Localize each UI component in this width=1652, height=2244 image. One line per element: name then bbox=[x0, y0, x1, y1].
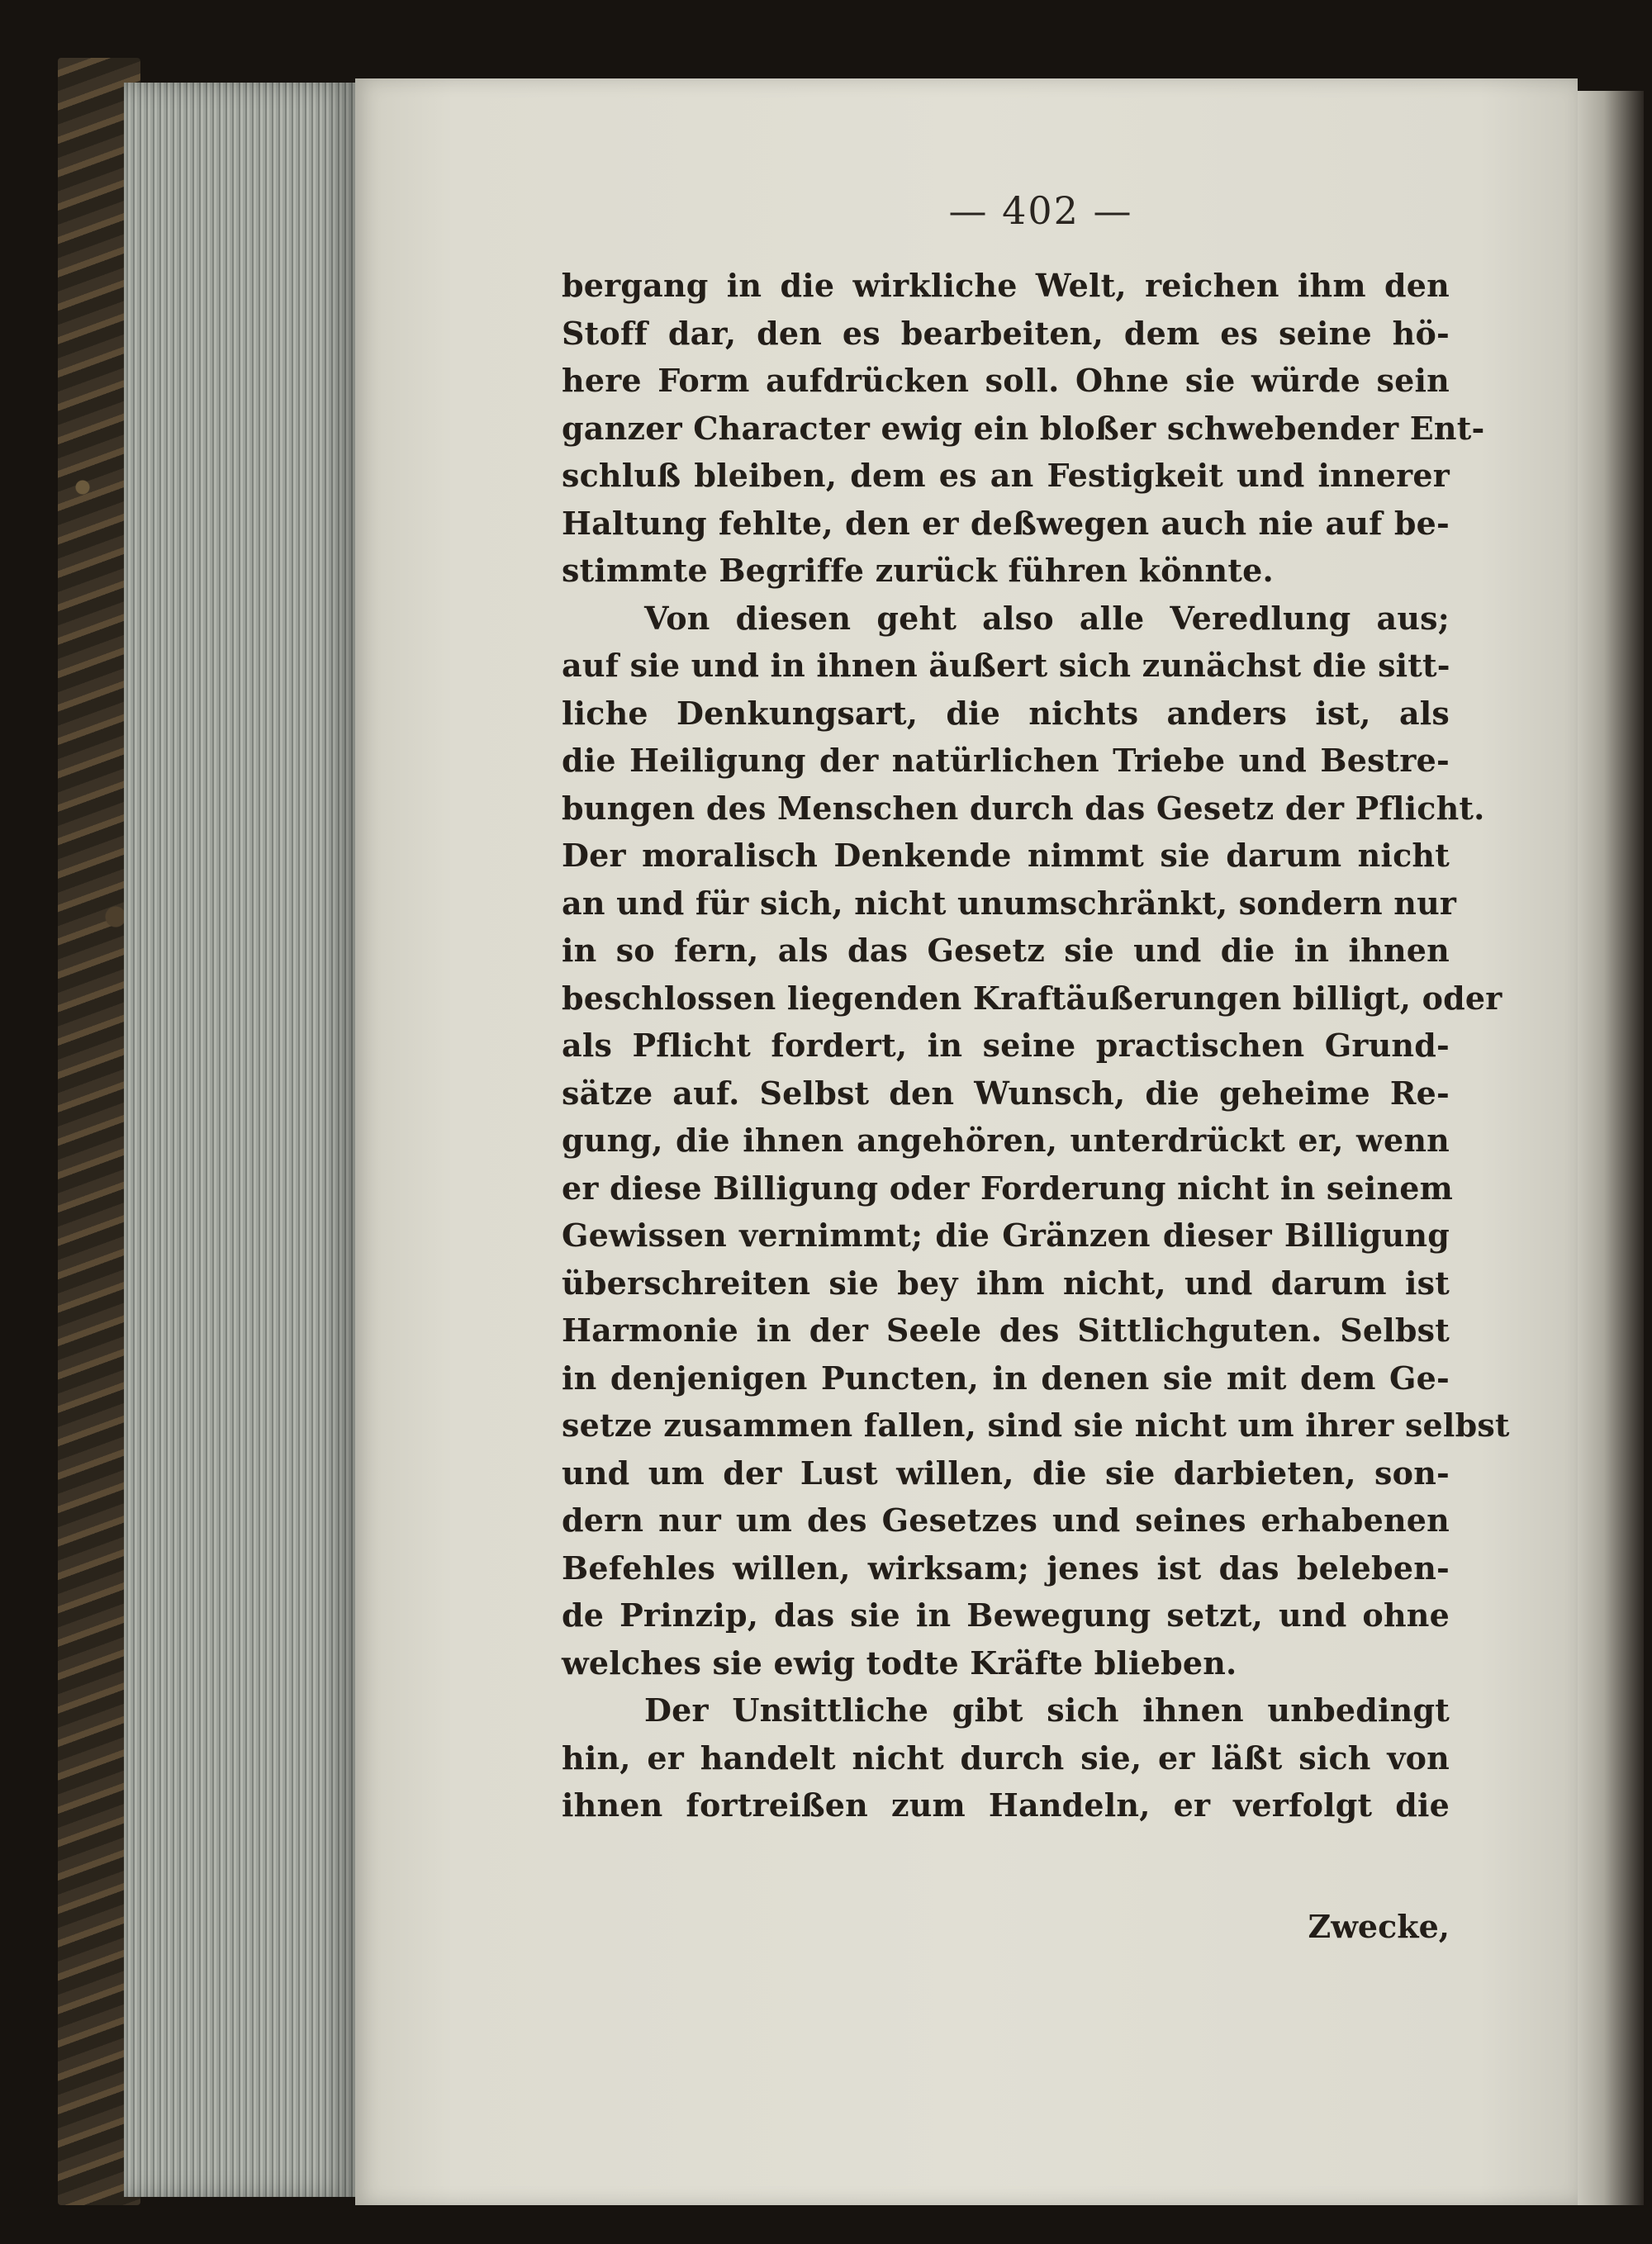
catchword: Zwecke, bbox=[1308, 1908, 1450, 1945]
body-text bbox=[562, 263, 1510, 1830]
text-line: sätze auf. Selbst den Wunsch, die geheime Re- bbox=[562, 1074, 1450, 1112]
text-line: bungen des Menschen durch das Gesetz der Pflicht. bbox=[562, 789, 1485, 827]
text-line: und um der Lust willen, die sie darbieten, son- bbox=[562, 1454, 1450, 1492]
text-line: Stoff dar, den es bearbeiten, dem es seine hö- bbox=[562, 314, 1450, 352]
text-line: in denjenigen Puncten, in denen sie mit dem Ge- bbox=[562, 1359, 1450, 1397]
text-line: liche Denkungsart, die nichts anders ist, als bbox=[562, 694, 1450, 732]
text-line: beschlossen liegenden Kraftäußerungen billigt, oder bbox=[562, 979, 1502, 1017]
text-line: Der moralisch Denkende nimmt sie darum nicht bbox=[562, 837, 1450, 874]
text-line: er diese Billigung oder Forderung nicht in seinem bbox=[562, 1169, 1454, 1207]
text-line: Gewissen vernimmt; die Gränzen dieser Billigung bbox=[562, 1217, 1450, 1254]
text-line: die Heiligung der natürlichen Triebe und Bestre- bbox=[562, 742, 1450, 779]
text-line: welches sie ewig todte Kräfte blieben. bbox=[562, 1644, 1237, 1682]
text-line: stimmte Begriffe zurück führen könnte. bbox=[562, 552, 1274, 589]
text-line: bergang in die wirkliche Welt, reichen ihm den bbox=[562, 267, 1450, 304]
text-line: Von diesen geht also alle Veredlung aus; bbox=[644, 599, 1450, 637]
text-line: setze zusammen fallen, sind sie nicht um ihrer selbst bbox=[562, 1407, 1510, 1444]
text-line: here Form aufdrücken soll. Ohne sie würde sein bbox=[562, 362, 1450, 399]
text-line: dern nur um des Gesetzes und seines erhabenen bbox=[562, 1502, 1450, 1539]
text-line: als Pflicht fordert, in seine practischen Grund- bbox=[562, 1027, 1450, 1064]
text-line: auf sie und in ihnen äußert sich zunächst die sitt- bbox=[562, 647, 1450, 684]
text-line: hin, er handelt nicht durch sie, er läßt sich von bbox=[562, 1739, 1450, 1777]
text-line: de Prinzip, das sie in Bewegung setzt, und ohne bbox=[562, 1596, 1450, 1634]
text-line: in so fern, als das Gesetz sie und die in ihnen bbox=[562, 932, 1450, 969]
text-line: ganzer Character ewig ein bloßer schwebender Ent- bbox=[562, 409, 1485, 447]
text-line: Der Unsittliche gibt sich ihnen unbedingt bbox=[644, 1691, 1450, 1729]
text-line: an und für sich, nicht unumschränkt, sondern nur bbox=[562, 884, 1457, 922]
text-line: Haltung fehlte, den er deßwegen auch nie auf be- bbox=[562, 504, 1450, 542]
page-edge-right bbox=[1578, 91, 1644, 2205]
text-line: schluß bleiben, dem es an Festigkeit und innerer bbox=[562, 457, 1450, 494]
text-line: ihnen fortreißen zum Handeln, er verfolgt die bbox=[562, 1786, 1450, 1824]
text-line: überschreiten sie bey ihm nicht, und darum ist bbox=[562, 1264, 1450, 1302]
text-line: gung, die ihnen angehören, unterdrückt er, wenn bbox=[562, 1122, 1450, 1159]
page-edges-left bbox=[124, 83, 355, 2197]
text-line: Befehles willen, wirksam; jenes ist das beleben- bbox=[562, 1549, 1450, 1587]
page-number: — 402 — bbox=[948, 188, 1133, 233]
text-line: Harmonie in der Seele des Sittlichguten. Selbst bbox=[562, 1312, 1450, 1349]
